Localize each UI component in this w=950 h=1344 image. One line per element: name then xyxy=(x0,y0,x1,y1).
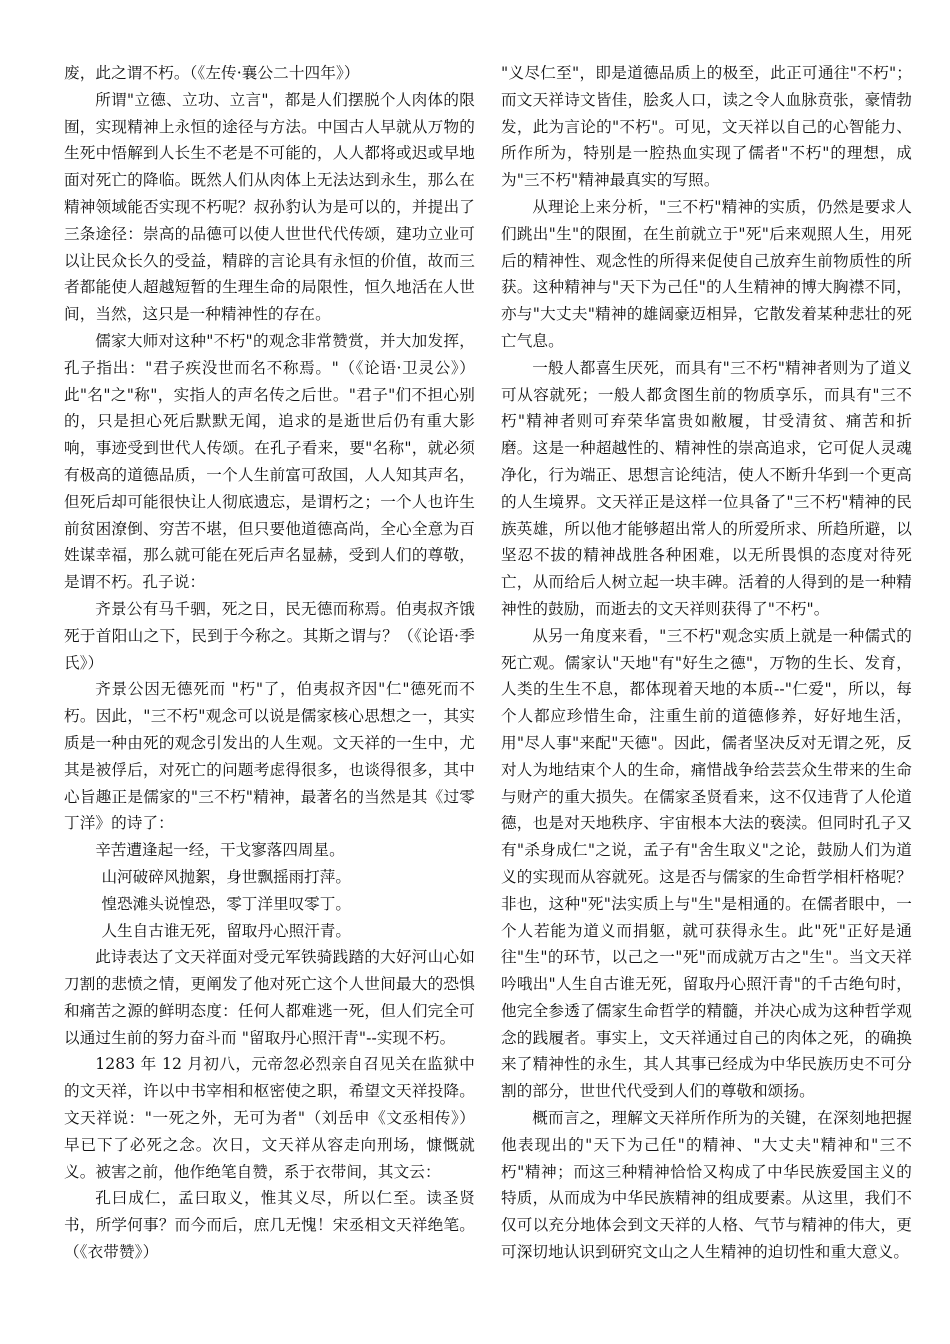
paragraph: 从理论上来分析，"三不朽"精神的实质，仍然是要求人们跳出"生"的限囿，在生前就立于"死"后来观照人生，用死后的精神性、观念性的所得来促使自己放弃生前物质性的所获。这种精神与"天下为己任"的人生精神的博大胸襟不同，亦与"大丈夫"精神的雄阔豪迈相异，它散发着某种悲壮的死亡气息。 xyxy=(501,197,912,350)
paragraph: 此诗表达了文天祥面对受元军铁骑践踏的大好河山心如刀割的悲愤之情，更阐发了他对死亡这个人世间最大的恐惧和痛苦之源的鲜明态度：任何人都难逃一死，但人们完全可以通过生前的努力奋斗而 "留取丹心照汗青"--实现不朽。 xyxy=(64,948,475,1047)
paragraph: 齐景公因无德死而 "朽"了，伯夷叔齐因"仁"德死而不朽。因此，"三不朽"观念可以说是儒家核心思想之一，其实质是一种由死的观念引发出的人生观。文天祥的一生中，尤其是被俘后，对死亡的问题考虑得很多，也谈得很多，其中心旨趣正是儒家的"三不朽"精神，最著名的当然是其《过零丁洋》的诗了： xyxy=(64,680,475,833)
poem-line: 山河破碎风抛絮，身世飘摇雨打萍。 xyxy=(101,867,351,886)
paragraph: 概而言之，理解文天祥所作所为的关键，在深刻地把握他表现出的"天下为己任"的精神、"大丈夫"精神和"三不朽"精神；而这三种精神恰恰又构成了中华民族爱国主义的特质，从而成为中华民族精神的组成要素。从这里，我们不仅可以充分地体会到文天祥的人格、气节与精神的伟大，更可深切地认识到研究文山之人生精神的迫切性和重大意义。 xyxy=(501,1109,912,1262)
quotation-paragraph: 孔曰成仁，孟曰取义，惟其义尽，所以仁至。读圣贤书，所学何事？而今而后，庶几无愧！宋丞相文天祥绝笔。（《衣带赞》） xyxy=(64,1189,475,1262)
left-column xyxy=(64,60,475,1344)
right-column xyxy=(501,60,912,1344)
paragraph: "义尽仁至"，即是道德品质上的极至，此正可通往"不朽"；而文天祥诗文皆佳，脍炙人口，读之令人血脉贲张，豪情勃发，此为言论的"不朽"。可见，文天祥以自己的心智能力、所作所为，特别是一腔热血实现了儒者"不朽"的理想，成为"三不朽"精神最真实的写照。 xyxy=(501,64,912,190)
poem-line: 辛苦遭逢起一经，干戈寥落四周星。 xyxy=(95,841,345,860)
paragraph: 从另一角度来看，"三不朽"观念实质上就是一种儒式的死亡观。儒家认"天地"有"好生之德"，万物的生长、发育，人类的生生不息，都体现着天地的本质--"仁爱"，所以，每个人都应珍惜生命，注重生前的道德修养，好好地生活，用"尽人事"来配"天德"。因此，儒者坚决反对无谓之死，反对人为地结束个人的生命，痛惜战争给芸芸众生带来的生命与财产的重大损失。在儒家圣贤看来，这不仅违背了人伦道德，也是对天地秩序、宇宙根本大法的亵渎。但同时孔子又有"杀身成仁"之说，孟子有"舍生取义"之论，鼓励人们为道义的实现而从容就死。这是否与儒家的生命哲学相杆格呢？非也，这种"死"法实质上与"生"是相通的。在儒者眼中，一个人若能为道义而捐躯，就可获得永生。此"死"正好是通往"生"的环节，以己之一"死"而成就万古之"生"。当文天祥吟哦出"人生自古谁无死，留取丹心照汗青"的千古绝句时，他完全参透了儒家生命哲学的精髓，并决心成为这种哲学观念的践履者。事实上，文天祥通过自己的肉体之死，的确换来了精神性的永生，其人其事已经成为中华民族历史不可分割的部分，世世代代受到人们的尊敬和颂扬。 xyxy=(501,626,912,1101)
poem-line: 人生自古谁无死，留取丹心照汗青。 xyxy=(101,921,351,940)
poem-line: 惶恐滩头说惶恐，零丁洋里叹零丁。 xyxy=(101,894,351,913)
paragraph: 1283 年 12 月初八，元帝忽必烈亲自召见关在监狱中的文天祥，许以中书宰相和枢密使之职，希望文天祥投降。文天祥说："一死之外，无可为者"（刘岳申《文丞相传》）早已下了必死之念。次日，文天祥从容走向刑场，慷慨就义。被害之前，他作绝笔自赞，系于衣带间，其文云： xyxy=(64,1055,475,1181)
paragraph: 儒家大师对这种"不朽"的观念非常赞赏，并大加发挥，孔子指出："君子疾没世而名不称焉。"（《论语·卫灵公》）此"名"之"称"，实指人的声名传之后世。"君子"们不担心别的，只是担心死后默默无闻，追求的是逝世后仍有重大影响，事迹受到世代人传颂。在孔子看来，要"名称"，就必须有极高的道德品质，一个人生前富可敌国，人人知其声名，但死后却可能很快让人彻底遗忘，是谓朽之；一个人也许生前贫困潦倒、穷苦不堪，但只要他道德高尚，全心全意为百姓谋幸福，那么就可能在死后声名显赫，受到人们的尊敬，是谓不朽。孔子说： xyxy=(64,331,475,592)
quotation-paragraph: 齐景公有马千驷，死之日，民无德而称焉。伯夷叔齐饿死于首阳山之下，民到于今称之。其斯之谓与？（《论语·季氏》） xyxy=(64,599,475,672)
paragraph: 所谓"立德、立功、立言"，都是人们摆脱个人肉体的限囿，实现精神上永恒的途径与方法。中国古人早就从万物的生死中悟解到人长生不老是不可能的，人人都将或迟或早地面对死亡的降临。既然人们从肉体上无法达到永生，那么在精神领域能否实现不朽呢？叔孙豹认为是可以的，并提出了三条途径：崇高的品德可以使人世世代代传颂，建功立业可以让民众长久的受益，精辟的言论具有永恒的价值，故而三者都能使人超越短暂的生理生命的局限性，恒久地活在人世间，当然，这只是一种精神性的存在。 xyxy=(64,90,475,324)
paragraph: 废，此之谓不朽。（《左传·襄公二十四年》） xyxy=(64,64,360,82)
poem xyxy=(64,837,475,944)
paragraph: 一般人都喜生厌死，而具有"三不朽"精神者则为了道义可从容就死；一般人都贪图生前的物质享乐，而具有"三不朽"精神者则可弃荣华富贵如敝履，甘受清贫、痛苦和折磨。这是一种超越性的、精神性的崇高追求，它可促人灵魂净化，行为端正、思想言论纯洁，使人不断升华到一个更高的人生境界。文天祥正是这样一位具备了"三不朽"精神的民族英雄，所以他才能够超出常人的所爱所求、所趋所避，以坚忍不拔的精神战胜各种困难，以无所畏惧的态度对待死亡，从而给后人树立起一块丰碑。活着的人得到的是一种精神性的鼓励，而逝去的文天祥则获得了"不朽"。 xyxy=(501,358,912,618)
